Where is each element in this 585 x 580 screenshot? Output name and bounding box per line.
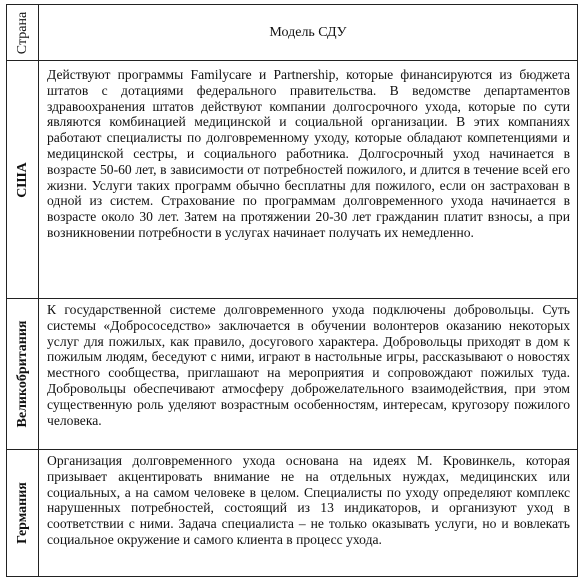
country-label-uk: Великобритания — [14, 320, 30, 428]
country-cell-germany — [7, 450, 39, 577]
model-text-usa: Действуют программы Familycare и Partnership, которые финансируются из бюджета штатов с дотациями федерального правительства. В ведомстве департаментов здравоохранения штатов действуют компании долгосрочного ухода, которые по сути являются комбинацией медицинской и социальной организации. В этих компаниях работают специалисты по долговременному уходу, которые обладают компетенциями и медицинской сестры, и социального работника. Долгосрочный уход начинается в возрасте 50-60 лет, в зависимости от потребностей пожилого, и длится в течение всей его жизни. Услуги таких программ обычно бесплатны для пожилого, если он застрахован в одной из систем. Страхование по программам долговременного ухода начинается в возрасте около 30 лет. Затем на протяжении 20-30 лет гражданин платит взносы, а при возникновении потребности в услугах начинает получать их немедленно. — [39, 61, 578, 299]
model-text-uk: К государственной системе долговременного ухода подключены добровольцы. Суть системы «Добрососедство» заключается в обучении волонтеров оказанию некоторых услуг для пожилых, как правило, досугового характера. Добровольцы приходят в дом к пожилым людям, беседуют с ними, играют в настольные игры, рассказывают о новостях местного сообщества, приглашают на мероприятия и сопровождают пожилых туда. Добровольцы обеспечивают атмосферу доброжелательного взаимодействия, при этом существенную роль уделяют возрастным особенностям, интересам, кругозору пожилого человека. — [39, 299, 578, 450]
country-cell-usa — [7, 61, 39, 299]
header-model-label: Модель СДУ — [269, 24, 347, 40]
table-header-row — [7, 5, 578, 61]
table-row — [7, 450, 578, 577]
comparison-table — [6, 4, 578, 577]
header-country-label: Страна — [14, 11, 30, 54]
header-country-cell — [7, 5, 39, 61]
country-cell-uk — [7, 299, 39, 450]
table-row — [7, 61, 578, 299]
country-label-usa: США — [14, 161, 30, 198]
country-label-germany: Германия — [14, 482, 30, 544]
header-model-cell — [39, 5, 578, 61]
model-text-germany: Организация долговременного ухода основана на идеях М. Кровинкель, которая призывает акцентировать внимание не на отдельных нуждах, медицинских или социальных, а на самом человеке в целом. Специалисты по уходу определяют комплекс нарушенных потребностей, состоящий из 13 индикаторов, и организуют уход в соответствии с ними. Задача специалиста – не только оказывать услуги, но и вовлекать социальное окружение и самого клиента в процесс ухода. — [39, 450, 578, 577]
table-row — [7, 299, 578, 450]
